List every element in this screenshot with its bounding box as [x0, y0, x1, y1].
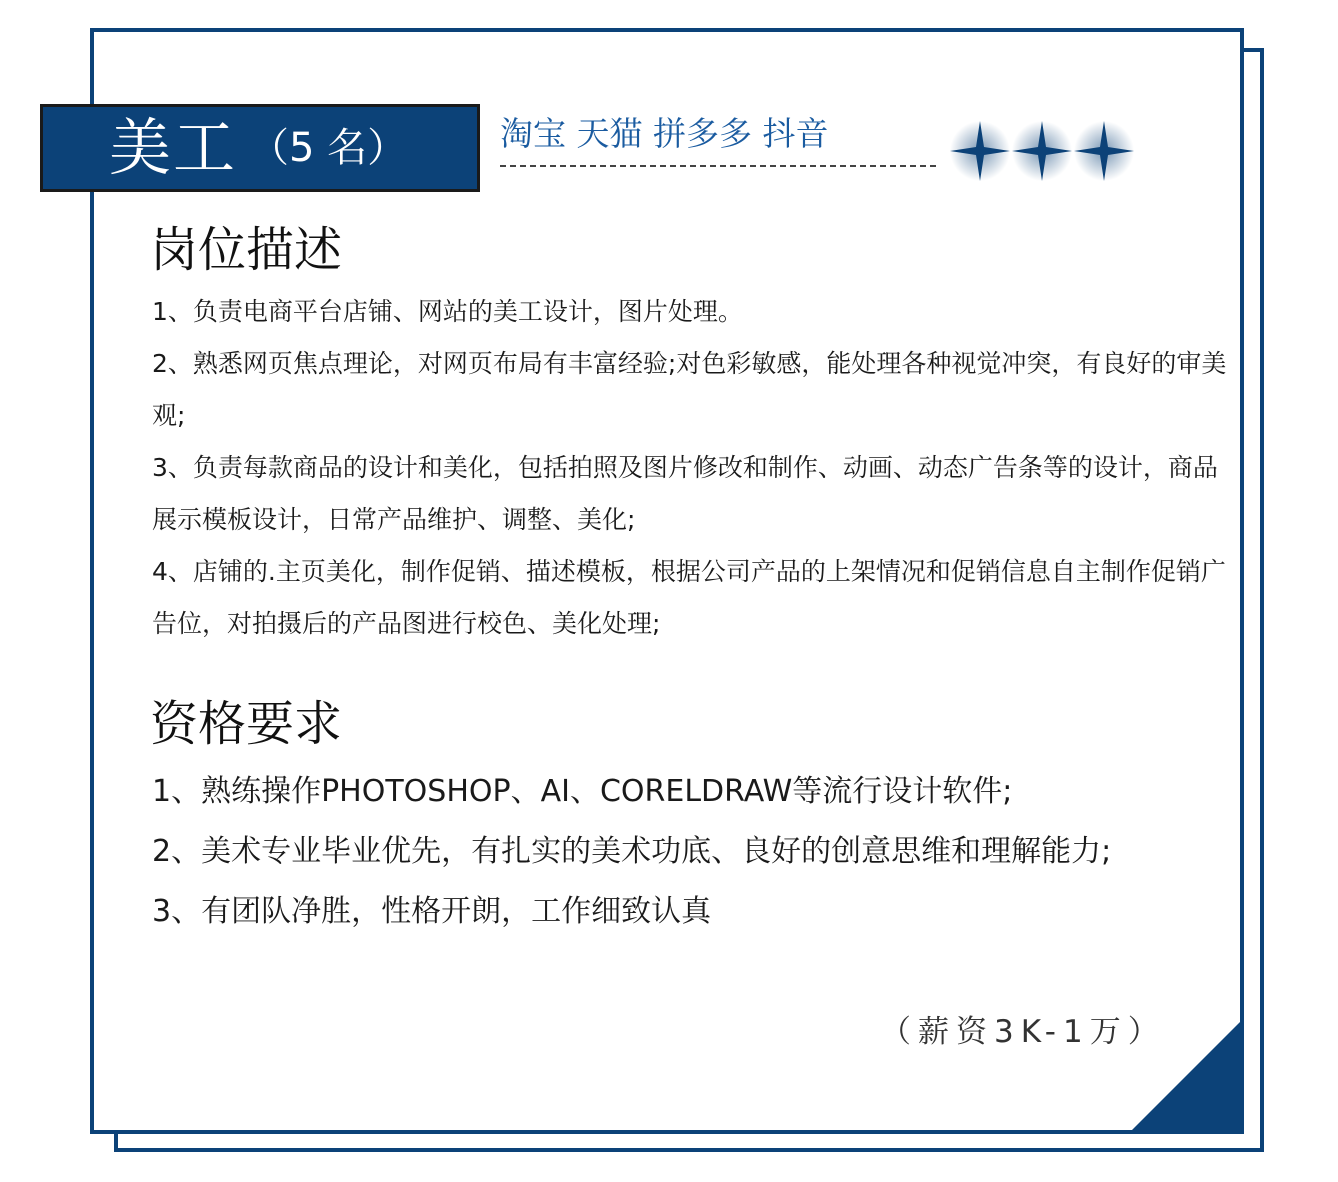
- star-icon: [1074, 121, 1134, 181]
- job-title-box: [40, 104, 480, 192]
- requirements-list: [152, 762, 1232, 942]
- job-title: 美工: [109, 111, 238, 184]
- job-count: （5 名）: [249, 125, 408, 171]
- requirement-item: 2、美术专业毕业优先，有扎实的美术功底、良好的创意思维和理解能力;: [152, 834, 1112, 869]
- salary-range: （薪资3K-1万）: [880, 1014, 1166, 1050]
- requirement-item: 1、熟练操作PHOTOSHOP、AI、CORELDRAW等流行设计软件;: [152, 774, 1013, 809]
- star-icon: [950, 121, 1010, 181]
- star-sparkle-icon: [944, 118, 1144, 184]
- platforms-line: 淘宝 天猫 拼多多 抖音: [500, 108, 936, 167]
- description-item: 3、负责每款商品的设计和美化，包括拍照及图片修改和制作、动画、动态广告条等的设计，商品展示模板设计，日常产品维护、调整、美化;: [152, 453, 1218, 534]
- description-item: 4、店铺的.主页美化，制作促销、描述模板，根据公司产品的上架情况和促销信息自主制作促销广告位，对拍摄后的产品图进行校色、美化处理;: [152, 557, 1226, 638]
- requirements-heading: 资格要求: [150, 696, 343, 752]
- description-list: [152, 286, 1232, 650]
- description-heading: 岗位描述: [150, 222, 343, 278]
- description-item: 2、熟悉网页焦点理论，对网页布局有丰富经验;对色彩敏感，能处理各种视觉冲突，有良好的审美观;: [152, 349, 1227, 430]
- description-item: 1、负责电商平台店铺、网站的美工设计，图片处理。: [152, 297, 743, 326]
- requirement-item: 3、有团队净胜，性格开朗，工作细致认真: [152, 894, 712, 929]
- star-icon: [1012, 121, 1072, 181]
